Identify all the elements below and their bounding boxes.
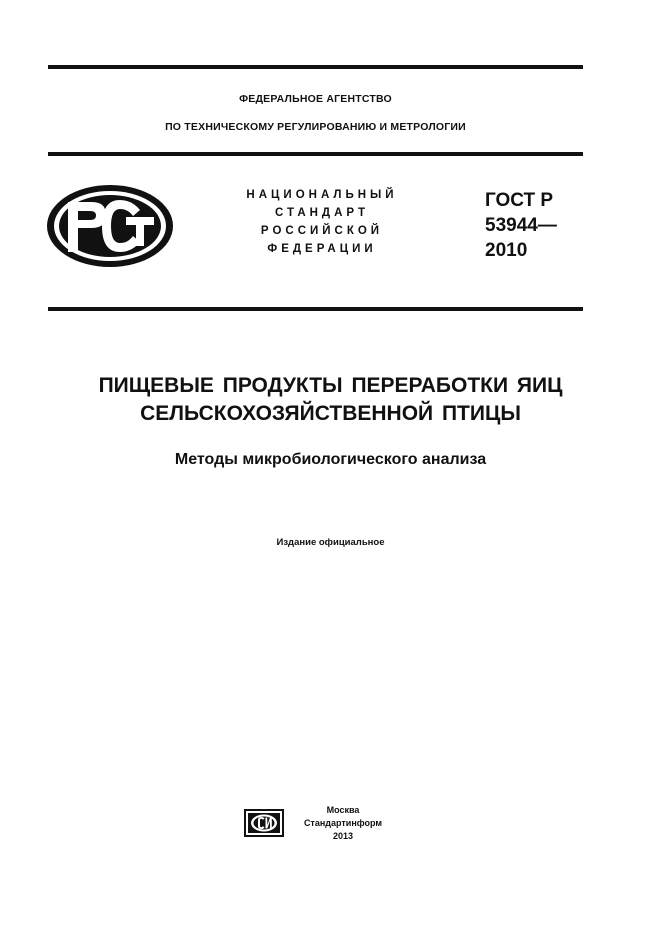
- publisher-name: Стандартинформ: [303, 818, 383, 828]
- national-line: РОССИЙСКОЙ: [260, 225, 384, 237]
- gost-number: 53944—: [485, 215, 557, 236]
- national-line: ФЕДЕРАЦИИ: [267, 243, 377, 255]
- publisher-year: 2013: [332, 831, 354, 841]
- gost-year: 2010: [485, 240, 528, 261]
- publisher-block: [288, 804, 398, 843]
- agency-line-1: ФЕДЕРАЛЬНОЕ АГЕНТСТВО: [239, 93, 392, 105]
- top-rule: [48, 65, 583, 69]
- document-title: [40, 372, 621, 428]
- rst-emblem-icon: [44, 182, 176, 270]
- standartinform-logo-icon: [244, 808, 286, 838]
- standard-bottom-rule: [48, 307, 583, 311]
- header-bottom-rule: [48, 152, 583, 156]
- gost-designation: [485, 188, 557, 263]
- gost-prefix: ГОСТ Р: [485, 190, 554, 211]
- title-line-1: ПИЩЕВЫЕ ПРОДУКТЫ ПЕРЕРАБОТКИ ЯИЦ: [98, 374, 563, 397]
- publisher-city: Москва: [326, 805, 360, 815]
- national-standard-block: [222, 186, 422, 258]
- national-line: НАЦИОНАЛЬНЫЙ: [246, 189, 398, 201]
- title-line-2: СЕЛЬСКОХОЗЯЙСТВЕННОЙ ПТИЦЫ: [140, 402, 521, 425]
- agency-line-2: ПО ТЕХНИЧЕСКОМУ РЕГУЛИРОВАНИЮ И МЕТРОЛОГИИ: [165, 121, 466, 133]
- national-line: СТАНДАРТ: [275, 207, 369, 219]
- document-subtitle: Методы микробиологического анализа: [174, 451, 487, 468]
- edition-label: Издание официальное: [276, 537, 385, 548]
